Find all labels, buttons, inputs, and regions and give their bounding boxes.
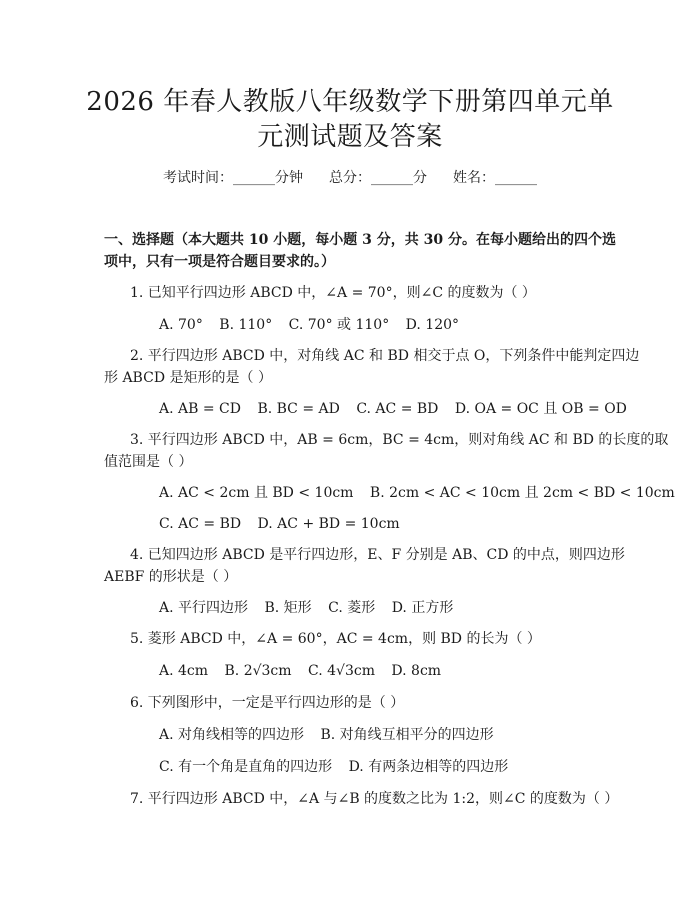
question-1-options xyxy=(159,315,471,335)
option-a: A. 对角线相等的四边形 xyxy=(159,727,305,743)
option-b: B. 矩形 xyxy=(264,600,312,616)
question-4-stem-cont: AEBF 的形状是（ ） xyxy=(104,569,238,585)
question-6-options-row-1 xyxy=(159,725,506,745)
option-d: D. 正方形 xyxy=(391,600,454,616)
option-a: A. 平行四边形 xyxy=(159,600,249,616)
question-3-options-row-1 xyxy=(159,483,687,503)
document-title-line-1: 2026 年春人教版八年级数学下册第四单元单 xyxy=(86,87,614,117)
question-3-options-row-2 xyxy=(159,514,412,534)
option-d: D. AC + BD = 10cm xyxy=(257,516,400,532)
option-c: C. 70° 或 110° xyxy=(288,317,390,333)
option-b: B. 2√3cm xyxy=(224,663,292,679)
exam-score: 总分：______分 xyxy=(329,170,427,186)
option-b: B. BC = AD xyxy=(257,401,340,417)
document-title-line-2: 元测试题及答案 xyxy=(257,122,443,152)
student-name: 姓名：______ xyxy=(453,170,537,186)
section-heading-line-2: 项中，只有一项是符合题目要求的。） xyxy=(104,254,335,270)
option-b: B. 对角线互相平分的四边形 xyxy=(320,727,494,743)
question-1-stem: 1. 已知平行四边形 ABCD 中，∠A = 70°，则∠C 的度数为（ ） xyxy=(130,285,536,301)
option-c: C. 4√3cm xyxy=(308,663,375,679)
option-d: D. 有两条边相等的四边形 xyxy=(348,759,509,775)
option-d: D. OA = OC 且 OB = OD xyxy=(454,401,627,417)
option-a: A. AC < 2cm 且 BD < 10cm xyxy=(159,485,354,501)
option-a: A. AB = CD xyxy=(159,401,241,417)
option-a: A. 4cm xyxy=(159,663,209,679)
question-6-options-row-2 xyxy=(159,757,520,777)
question-7-stem: 7. 平行四边形 ABCD 中，∠A 与∠B 的度数之比为 1:2，则∠C 的度数为（ ） xyxy=(130,791,619,807)
question-3-stem-cont: 值范围是（ ） xyxy=(104,454,193,470)
exam-meta xyxy=(0,168,700,188)
question-2-options xyxy=(159,399,639,419)
exam-time: 考试时间：______分钟 xyxy=(163,170,303,186)
question-5-options xyxy=(159,661,453,681)
option-c: C. AC = BD xyxy=(159,516,242,532)
question-4-stem: 4. 已知四边形 ABCD 是平行四边形，E、F 分别是 AB、CD 的中点，则四边形 xyxy=(130,547,625,563)
option-b: B. 110° xyxy=(219,317,273,333)
option-d: D. 120° xyxy=(405,317,460,333)
question-2-stem-cont: 形 ABCD 是矩形的是（ ） xyxy=(104,370,272,386)
option-d: D. 8cm xyxy=(391,663,442,679)
option-c: C. 有一个角是直角的四边形 xyxy=(159,759,333,775)
option-a: A. 70° xyxy=(159,317,203,333)
question-2-stem: 2. 平行四边形 ABCD 中，对角线 AC 和 BD 相交于点 O，下列条件中能判定四边 xyxy=(130,348,640,364)
question-6-stem: 6. 下列图形中，一定是平行四边形的是（ ） xyxy=(130,695,405,711)
question-5-stem: 5. 菱形 ABCD 中，∠A = 60°，AC = 4cm，则 BD 的长为（ ） xyxy=(130,631,541,647)
question-3-stem: 3. 平行四边形 ABCD 中，AB = 6cm，BC = 4cm，则对角线 AC 和 BD 的长度的取 xyxy=(130,432,669,448)
question-4-options xyxy=(159,598,465,618)
section-heading-line-1: 一、选择题（本大题共 10 小题，每小题 3 分，共 30 分。在每小题给出的四个选 xyxy=(104,232,616,248)
option-c: C. AC = BD xyxy=(356,401,439,417)
option-b: B. 2cm < AC < 10cm 且 2cm < BD < 10cm xyxy=(369,485,675,501)
option-c: C. 菱形 xyxy=(328,600,376,616)
